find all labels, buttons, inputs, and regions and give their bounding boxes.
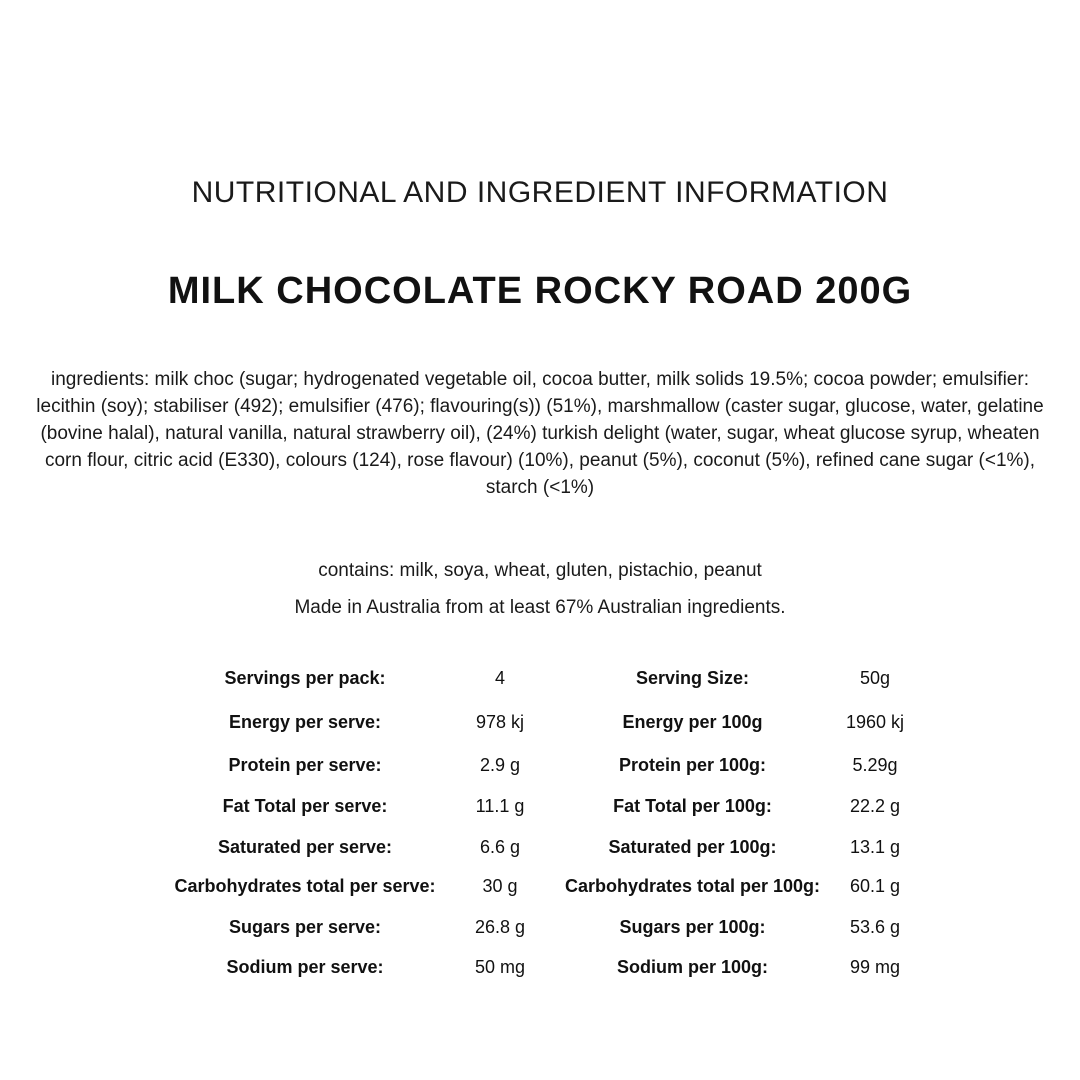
nutrient-value: 53.6 g [849, 917, 901, 937]
nutrient-value: 22.2 g [849, 796, 901, 816]
nutrient-value: 50 mg [474, 957, 526, 977]
nutrition-row [0, 907, 1080, 947]
nutrition-row [0, 827, 1080, 867]
nutrient-label: Energy per serve: [228, 712, 382, 732]
nutrient-label: Servings per pack: [224, 668, 386, 688]
nutrient-label: Serving Size: [635, 668, 750, 688]
nutrient-value: 5.29g [852, 755, 898, 775]
nutrient-value: 11.1 g [475, 796, 525, 816]
nutrient-value: 6.6 g [479, 837, 521, 857]
nutrient-value: 60.1 g [849, 876, 901, 896]
nutrient-label: Carbohydrates total per serve: [174, 876, 436, 896]
nutrient-value: 30 g [482, 876, 518, 896]
product-title: MILK CHOCOLATE ROCKY ROAD 200G [167, 270, 913, 312]
page-supertitle: NUTRITIONAL AND INGREDIENT INFORMATION [191, 176, 889, 209]
nutrient-value: 50g [859, 668, 891, 688]
nutrient-value: 2.9 g [479, 755, 521, 775]
nutrient-label: Fat Total per serve: [222, 796, 388, 816]
nutrient-label: Saturated per serve: [217, 837, 393, 857]
nutrition-row [0, 745, 1080, 785]
nutrient-value: 99 mg [849, 957, 901, 977]
allergen-statement: contains: milk, soya, wheat, gluten, pistachio, peanut [318, 560, 762, 581]
nutrient-value: 1960 kj [845, 712, 905, 732]
nutrition-row [0, 947, 1080, 987]
nutrient-label: Sodium per serve: [226, 957, 384, 977]
nutrient-value: 13.1 g [849, 837, 901, 857]
ingredients-paragraph: ingredients: milk choc (sugar; hydrogenated vegetable oil, cocoa butter, milk solids 19.5%; cocoa powder; emulsifier: lecithin (soy); stabiliser (492); emulsifier (476); flavouring(s)) (51%), marshmallow (caster sugar, glucose, water, gelatine (bovine halal), natural vanilla, natural strawberry oil), (24%) turkish delight (water, sugar, wheat glucose syrup, wheaten corn flour, citric acid (E330), colours (124), rose flavour) (10%), peanut (5%), coconut (5%), refined cane sugar (<1%), starch (<1%) [36, 369, 1044, 498]
nutrition-row [0, 786, 1080, 826]
nutrient-label: Sodium per 100g: [616, 957, 769, 977]
nutrient-label: Sugars per 100g: [619, 917, 766, 937]
nutrition-row [0, 658, 1080, 698]
nutrient-label: Carbohydrates total per 100g: [564, 876, 821, 896]
nutrition-row [0, 866, 1080, 906]
nutrient-label: Fat Total per 100g: [613, 796, 772, 816]
nutrient-label: Energy per 100g [622, 712, 763, 732]
origin-statement: Made in Australia from at least 67% Australian ingredients. [294, 597, 786, 618]
nutrition-row [0, 702, 1080, 742]
nutrient-label: Protein per 100g: [618, 755, 767, 775]
nutrient-value: 4 [494, 668, 505, 688]
nutrient-label: Saturated per 100g: [608, 837, 777, 857]
nutrient-label: Sugars per serve: [228, 917, 382, 937]
nutrient-value: 978 kj [475, 712, 525, 732]
nutrient-label: Protein per serve: [228, 755, 382, 775]
nutrient-value: 26.8 g [474, 917, 526, 937]
